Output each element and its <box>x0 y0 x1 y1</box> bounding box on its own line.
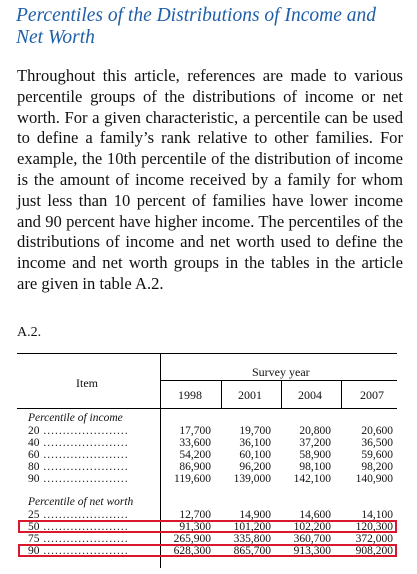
table-cell: 14,100 <box>361 509 393 521</box>
highlight-box-50th <box>18 520 397 533</box>
table-cell: 628,300 <box>173 545 211 557</box>
table-cell: 265,900 <box>173 533 211 545</box>
survey-year-header: Survey year <box>252 365 310 379</box>
table-cell: 913,300 <box>293 545 331 557</box>
table-cell: 17,700 <box>179 425 211 437</box>
table-row-label: 75 ...................... <box>28 533 129 545</box>
table-cell: 98,200 <box>361 461 393 473</box>
networth-section-title: Percentile of net worth <box>28 496 134 508</box>
table-cell: 335,800 <box>233 533 271 545</box>
year-divider-1 <box>221 380 222 408</box>
table-row-label: 90 ...................... <box>28 545 129 557</box>
item-header: Item <box>76 376 98 390</box>
table-cell: 12,700 <box>179 509 211 521</box>
table-cell: 139,000 <box>233 473 271 485</box>
highlight-box-90th <box>18 544 397 557</box>
table-cell: 102,200 <box>293 521 331 533</box>
survey-year-rule <box>161 380 397 381</box>
year-header-2004: 2004 <box>298 388 322 402</box>
table-cell: 86,900 <box>179 461 211 473</box>
table-cell: 36,100 <box>239 437 271 449</box>
table-row-label: 40 ...................... <box>28 437 129 449</box>
year-header-2007: 2007 <box>360 388 384 402</box>
section-heading: Percentiles of the Distributions of Income and Net Worth <box>16 5 376 48</box>
table-cell: 20,800 <box>299 425 331 437</box>
table-cell: 60,100 <box>239 449 271 461</box>
table-cell: 59,600 <box>361 449 393 461</box>
table-cell: 19,700 <box>239 425 271 437</box>
table-cell: 360,700 <box>293 533 331 545</box>
table-cell: 865,700 <box>233 545 271 557</box>
year-divider-2 <box>281 380 282 408</box>
body-paragraph: Throughout this article, references are made to various percentile groups of the distributions of income or net worth. For a given characteristic, a percentile can be used to define a family’s rank relative to other families. For example, the 10th percentile of the distribution of income is the amount of income received by a family for whom just less than 10 percent of families have lower income and 90 percent have higher income. The percentiles of the distributions of income and net worth used to define the income and net worth groups in the tables in the article are given in table A.2. <box>17 66 403 293</box>
table-cell: 120,300 <box>355 521 393 533</box>
year-divider-3 <box>341 380 342 408</box>
table-cell: 33,600 <box>179 437 211 449</box>
table-cell: 101,200 <box>233 521 271 533</box>
table-label: A.2. <box>17 325 42 340</box>
year-header-2001: 2001 <box>238 388 262 402</box>
table-cell: 54,200 <box>179 449 211 461</box>
table-cell: 140,900 <box>355 473 393 485</box>
table-row-label: 80 ...................... <box>28 461 129 473</box>
table-cell: 37,200 <box>299 437 331 449</box>
table-row-label: 60 ...................... <box>28 449 129 461</box>
table-cell: 98,100 <box>299 461 331 473</box>
table-cell: 58,900 <box>299 449 331 461</box>
table-cell: 91,300 <box>179 521 211 533</box>
income-section-title: Percentile of income <box>28 412 123 424</box>
table-row-label: 25 ...................... <box>28 509 129 521</box>
table-row-label: 90 ...................... <box>28 473 129 485</box>
table-cell: 14,600 <box>299 509 331 521</box>
table-cell: 14,900 <box>239 509 271 521</box>
table-header-rule <box>17 408 397 409</box>
table-cell: 36,500 <box>361 437 393 449</box>
stub-divider <box>160 353 161 568</box>
year-header-1998: 1998 <box>178 388 202 402</box>
table-cell: 372,000 <box>355 533 393 545</box>
table-cell: 142,100 <box>293 473 331 485</box>
table-cell: 908,200 <box>355 545 393 557</box>
table-row-label: 50 ...................... <box>28 521 129 533</box>
table-top-rule <box>17 353 397 354</box>
table-cell: 96,200 <box>239 461 271 473</box>
table-row-label: 20 ...................... <box>28 425 129 437</box>
table-cell: 119,600 <box>174 473 211 485</box>
table-cell: 20,600 <box>361 425 393 437</box>
